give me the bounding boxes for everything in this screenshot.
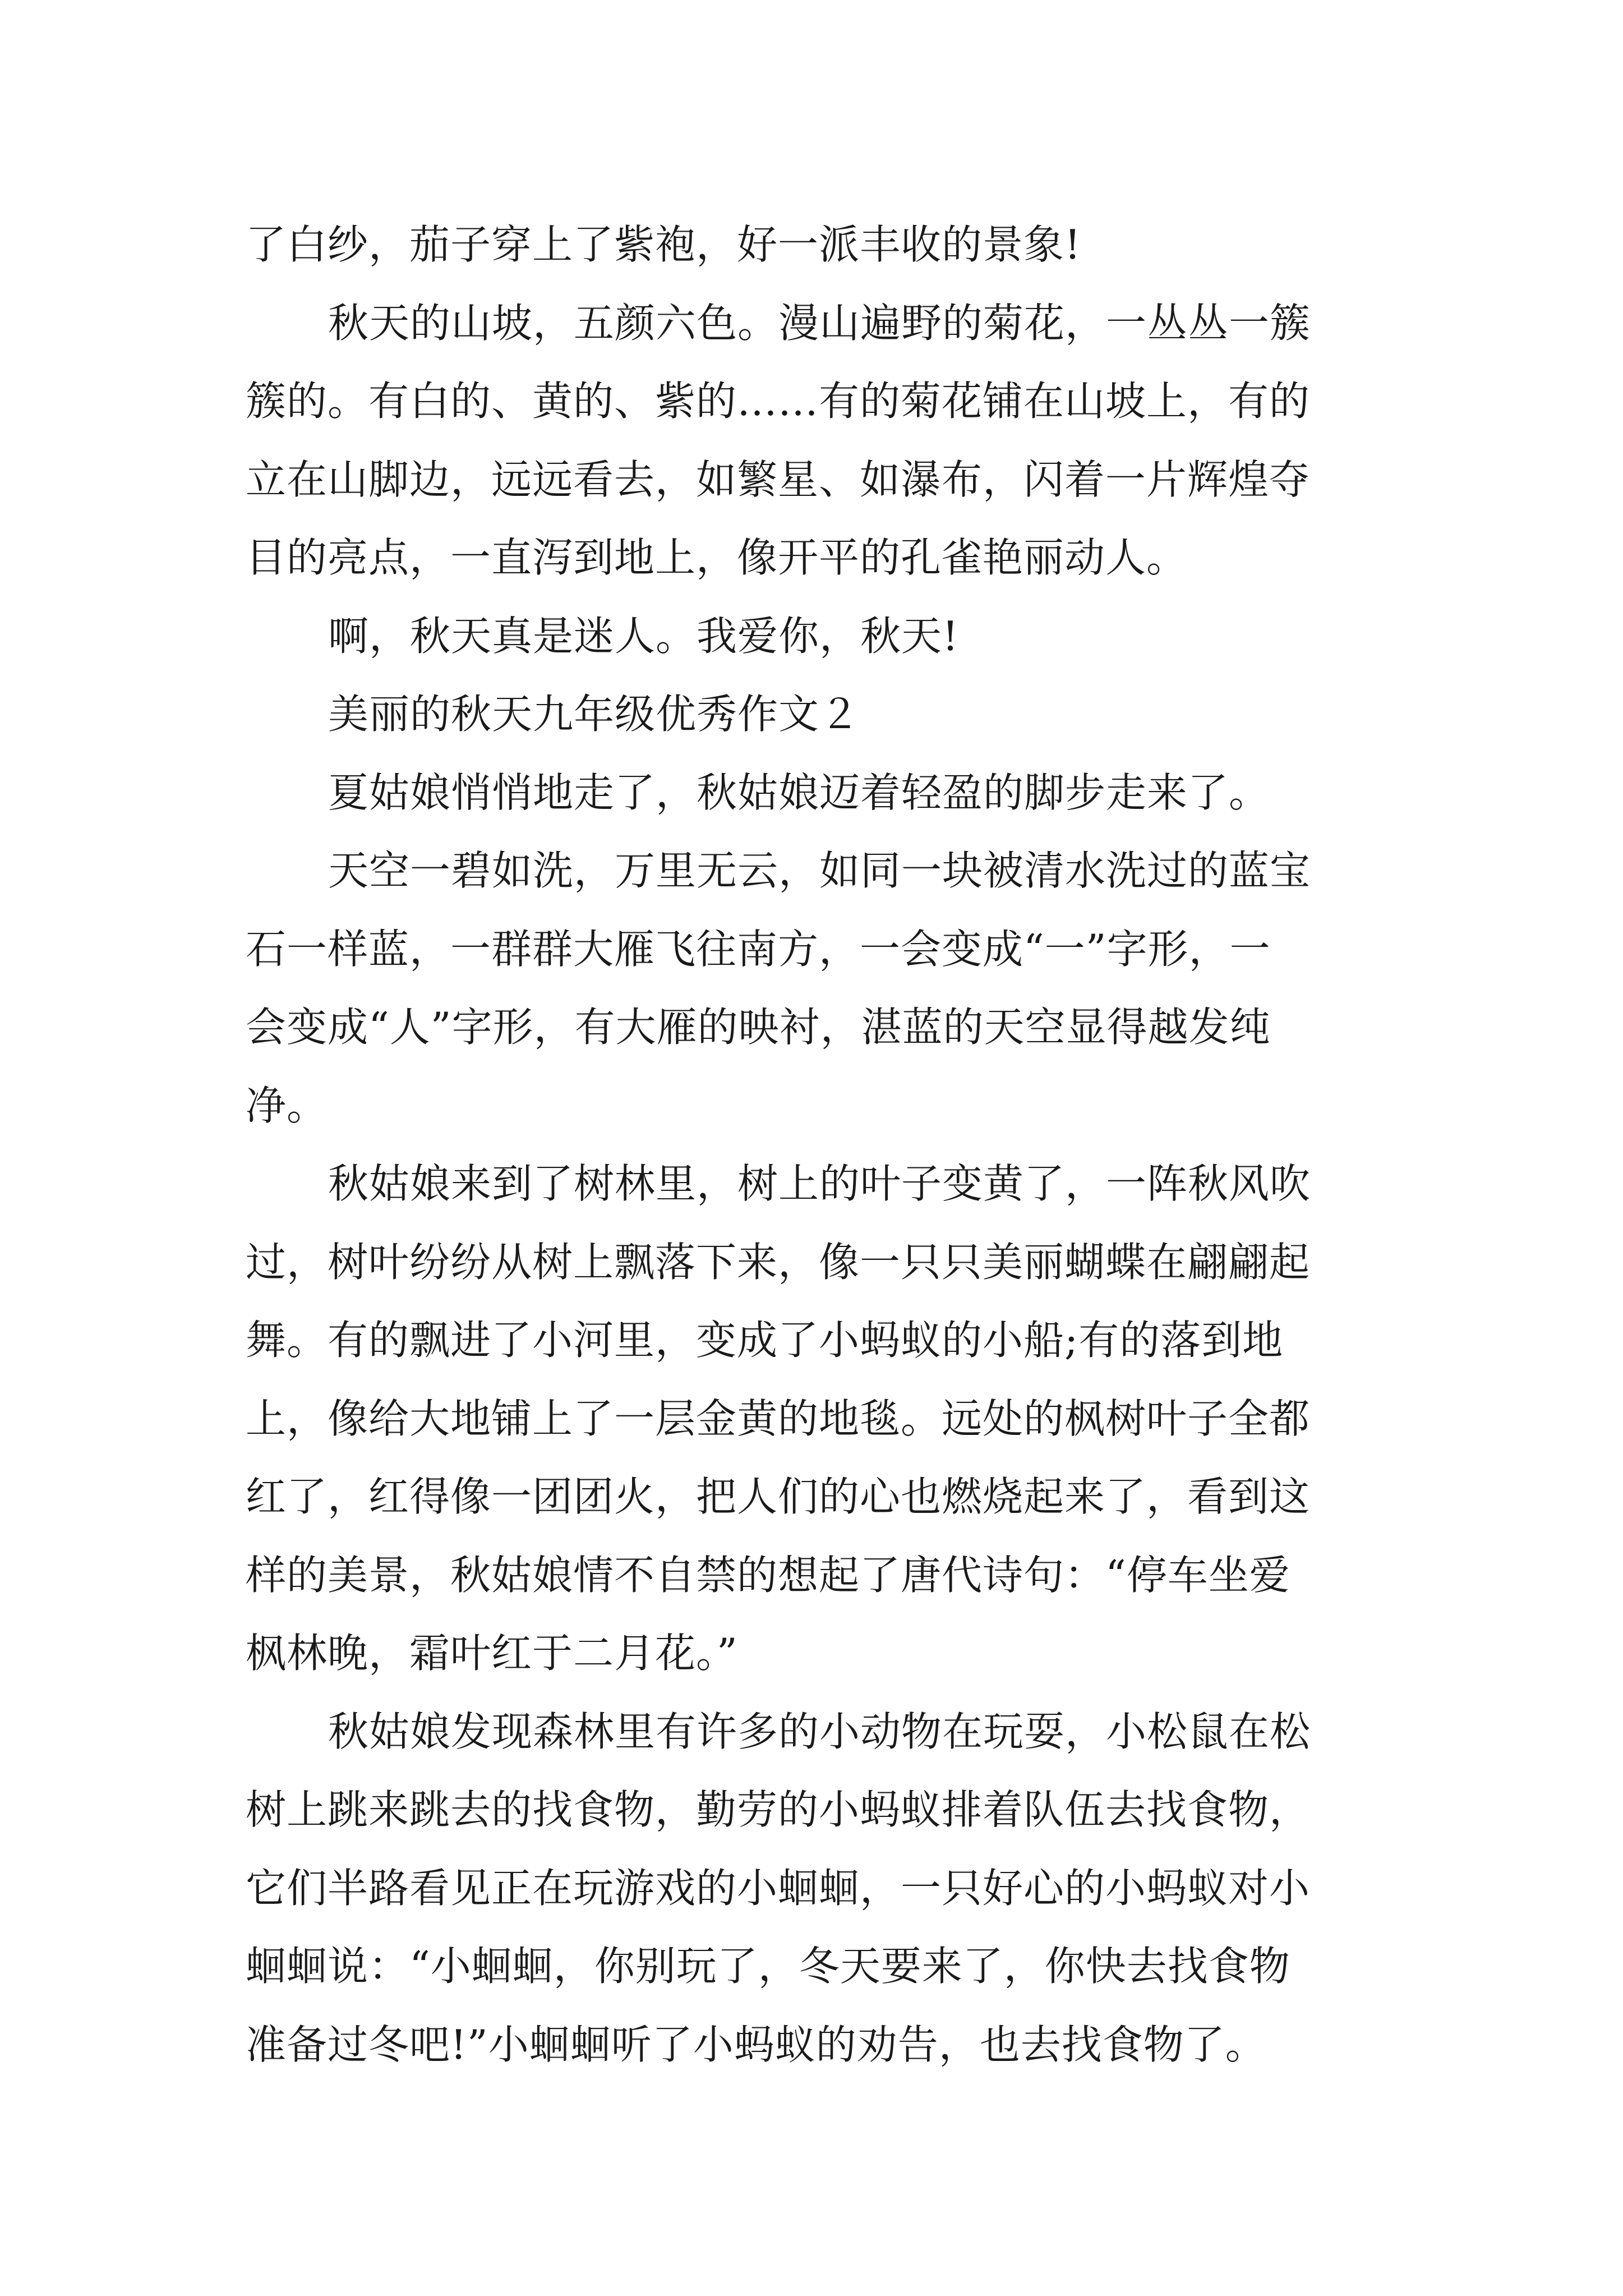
text-line: 上，像给大地铺上了一层金黄的地毯。远处的枫树叶子全都 [246, 1395, 1311, 1442]
section-heading: 美丽的秋天九年级优秀作文２ [328, 691, 861, 738]
text-line: 啊，秋天真是迷人。我爱你，秋天! [328, 613, 959, 660]
text-line: 它们半路看见正在玩游戏的小蛔蛔，一只好心的小蚂蚁对小 [246, 1865, 1311, 1912]
text-line: 夏姑娘悄悄地走了，秋姑娘迈着轻盈的脚步走来了。 [328, 769, 1270, 816]
text-line: 秋姑娘来到了树林里，树上的叶子变黄了，一阵秋风吹 [328, 1160, 1311, 1207]
text-line: 秋姑娘发现森林里有许多的小动物在玩耍，小松鼠在松 [328, 1708, 1311, 1755]
text-line: 蛔蛔说：“小蛔蛔，你别玩了，冬天要来了，你快去找食物 [246, 1943, 1290, 1990]
text-line: 样的美景，秋姑娘情不自禁的想起了唐代诗句：“停车坐爱 [246, 1552, 1290, 1599]
text-line: 枫林晚，霜叶红于二月花。” [246, 1630, 738, 1677]
text-line: 过，树叶纷纷从树上飘落下来，像一只只美丽蝴蝶在翩翩起 [246, 1239, 1311, 1286]
text-line: 立在山脚边，远远看去，如繁星、如瀑布，闪着一片辉煌夺 [246, 456, 1311, 503]
text-line: 红了，红得像一团团火，把人们的心也燃烧起来了，看到这 [246, 1473, 1311, 1520]
text-line: 簇的。有白的、黄的、紫的……有的菊花铺在山坡上，有的 [246, 378, 1311, 425]
text-line: 准备过冬吧!”小蛔蛔听了小蚂蚁的劝告，也去找食物了。 [246, 2021, 1266, 2068]
text-line: 舞。有的飘进了小河里，变成了小蚂蚁的小船;有的落到地 [246, 1317, 1284, 1364]
text-line: 净。 [246, 1082, 328, 1129]
text-line: 目的亮点，一直泻到地上，像开平的孔雀艳丽动人。 [246, 534, 1188, 581]
text-line: 会变成“人”字形，有大雁的映衬，湛蓝的天空显得越发纯 [246, 1004, 1271, 1051]
text-line: 天空一碧如洗，万里无云，如同一块被清水洗过的蓝宝 [328, 847, 1311, 894]
text-line: 石一样蓝，一群群大雁飞往南方，一会变成“一”字形，一 [246, 926, 1271, 973]
text-line: 秋天的山坡，五颜六色。漫山遍野的菊花，一丛丛一簇 [328, 300, 1311, 347]
text-line: 树上跳来跳去的找食物，勤劳的小蚂蚁排着队伍去找食物， [246, 1786, 1311, 1833]
text-line: 了白纱，茄子穿上了紫袍，好一派丰收的景象! [246, 221, 1081, 268]
